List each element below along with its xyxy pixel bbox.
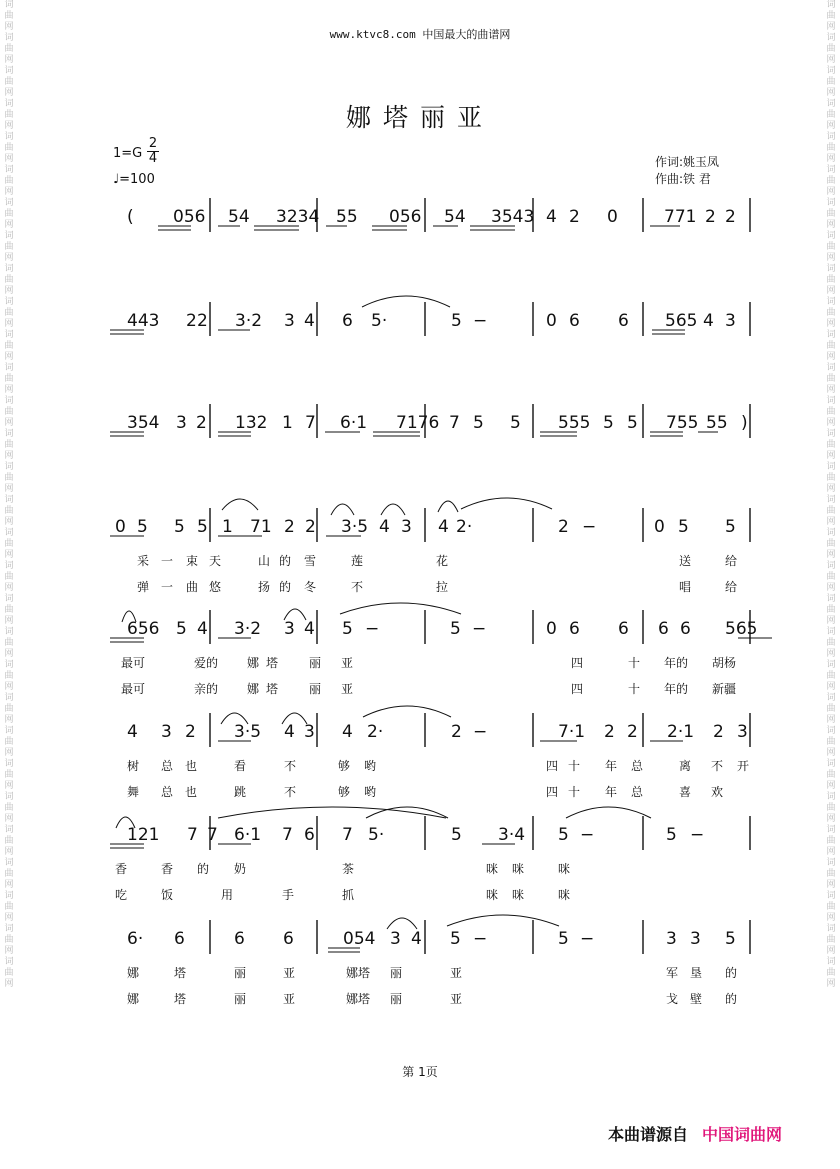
score-note: 2 [451,722,462,742]
score-note: 4 [342,722,353,742]
site-url: www.ktvc8.com 中国最大的曲谱网 [329,28,511,41]
lyric-syllable: 丽 [309,656,322,670]
lyric-syllable: 塔 [174,966,187,980]
score-note: 771 [664,207,697,227]
tempo-value: =100 [119,172,155,187]
lyric-syllable: 莲 [351,554,364,568]
lyric-syllable: 亚 [341,682,354,696]
source-label: 本曲谱源自 [608,1125,689,1144]
score-note: 5 [342,619,353,639]
score-note: 5 [451,825,462,845]
lyric-syllable: 束 [186,554,199,568]
score-note: 054 [343,929,376,949]
score-note: 1 [282,413,293,433]
score-note: 3 [284,619,295,639]
lyric-syllable: 香 [115,862,128,876]
score-note: 3·2 [235,311,263,331]
score-note: 4 [284,722,295,742]
score-note: 6 [569,619,580,639]
slur-arc [447,915,559,926]
score-note: 0 [654,517,665,537]
score-note: 4 [438,517,449,537]
score-note: 6 [618,311,629,331]
lyric-syllable: 亲的 [194,682,219,696]
score-note: 3 [284,311,295,331]
score-note: 056 [173,207,206,227]
lyric-syllable: 丽 [234,992,247,1006]
lyric-syllable: 的 [725,966,738,980]
lyric-syllable: 不 [351,580,364,594]
score-note: 6 [618,619,629,639]
score-note: 5· [368,825,385,845]
score-note: 4 [703,311,714,331]
score-note: 0 [115,517,126,537]
lyric-syllable: 咪 [558,888,571,902]
score-note: 5 [603,413,614,433]
lyric-syllable: 亚 [341,656,354,670]
lyric-syllable: 够 [338,759,351,773]
lyric-syllable: 的 [197,862,210,876]
lyric-syllable: 饭 [161,888,174,902]
lyric-syllable: 曲 [186,580,199,594]
score-note: 5 [176,619,187,639]
score-note: − [473,722,488,742]
lyric-syllable: 也 [185,759,198,773]
score-note: 4 [304,311,315,331]
score-note: 4 [304,619,315,639]
score-note: 2 [186,311,197,331]
lyric-syllable: 一 [161,554,174,568]
score-note: 132 [235,413,268,433]
score-note: 5 [473,413,484,433]
lyric-syllable: 喜 [679,785,692,799]
score-note: 2 [705,207,716,227]
lyric-syllable: 娜 [247,656,260,670]
score-note: 3234 [276,207,320,227]
score-note: 2· [367,722,384,742]
score-note: 5 [666,825,677,845]
brand-name: 中国词曲网 [702,1125,783,1144]
score-note: 056 [389,207,422,227]
lyric-syllable: 娜塔 [346,966,371,980]
slur-arc [461,498,552,509]
key-signature: 1=G [113,146,143,161]
lyric-syllable: 亚 [283,966,296,980]
lyric-syllable: 娜 [127,992,140,1006]
lyric-syllable: 总 [161,759,174,773]
lyric-syllable: 亚 [283,992,296,1006]
score-note: 6 [658,619,669,639]
score-note: 55 [706,413,728,433]
score-note: 3·5 [234,722,262,742]
score-note: 7 [207,825,218,845]
time-top: 2 [148,136,158,151]
score-note: 5· [371,311,388,331]
lyric-syllable: 四 [546,759,559,773]
lyric-syllable: 咪 [486,862,499,876]
score-note: 3 [690,929,701,949]
lyric-syllable: 给 [725,554,738,568]
score-note: 6 [283,929,294,949]
score-note: 5 [450,929,461,949]
lyric-syllable: 塔 [266,682,279,696]
slur-arc [331,504,354,515]
lyric-syllable: 离 [679,759,692,773]
score-note: 2 [305,517,316,537]
lyric-syllable: 一 [161,580,174,594]
lyric-syllable: 爱的 [194,656,219,670]
slur-arc [387,918,417,929]
score-note: 555 [558,413,591,433]
score-note: 2 [185,722,196,742]
composer: 作曲:铁 君 [655,172,711,186]
lyric-syllable: 抓 [342,888,355,902]
score-note: 6 [304,825,315,845]
score-note: 6 [234,929,245,949]
lyric-syllable: 新疆 [712,682,737,696]
score-note: 4 [379,517,390,537]
lyric-syllable: 胡杨 [712,656,737,670]
lyric-syllable: 咪 [486,888,499,902]
lyric-syllable: 娜 [127,966,140,980]
lyric-syllable: 最可 [121,682,146,696]
score-note: 5 [558,825,569,845]
side-watermark-left: 词曲网词曲网词曲网词曲网词曲网词曲网词曲网词曲网词曲网词曲网词曲网词曲网词曲网词曲网词曲网词曲网词曲网词曲网词曲网词曲网词曲网词曲网词曲网词曲网词曲网词曲网词曲网词曲网词曲网词曲网 [4,0,14,989]
score-note: 2 [197,311,208,331]
lyric-syllable: 丽 [390,966,403,980]
score-note: 5 [725,517,736,537]
lyric-syllable: 塔 [266,656,279,670]
lyric-syllable: 总 [631,759,644,773]
score-note: 755 [666,413,699,433]
score-note: − [690,825,705,845]
lyric-syllable: 不 [711,759,724,773]
score-note: − [472,619,487,639]
lyric-syllable: 开 [737,759,750,773]
score-note: 5 [137,517,148,537]
lyric-syllable: 手 [282,888,295,902]
score-note: 2 [569,207,580,227]
lyric-syllable: 四 [546,785,559,799]
score-note: 5 [627,413,638,433]
score-note: 5 [197,517,208,537]
lyric-syllable: 哟 [364,759,377,773]
time-bottom: 4 [148,151,158,166]
score-note: 3 [737,722,748,742]
score-note: − [365,619,380,639]
score-note: 3 [390,929,401,949]
lyric-syllable: 弹 [137,580,150,594]
score-note: − [580,825,595,845]
lyric-syllable: 茶 [342,862,355,876]
lyric-syllable: 唱 [679,580,692,594]
lyric-syllable: 跳 [234,785,247,799]
lyric-syllable: 年的 [664,656,689,670]
lyric-syllable: 十 [628,656,641,670]
lyric-syllable: 亚 [450,992,463,1006]
score-note: 7 [305,413,316,433]
side-watermark-right: 词曲网词曲网词曲网词曲网词曲网词曲网词曲网词曲网词曲网词曲网词曲网词曲网词曲网词曲网词曲网词曲网词曲网词曲网词曲网词曲网词曲网词曲网词曲网词曲网词曲网词曲网词曲网词曲网词曲网词曲网 [826,0,836,989]
score-note: 4 [197,619,208,639]
slur-arc [381,504,405,515]
score-note: 2· [456,517,473,537]
lyric-syllable: 咪 [558,862,571,876]
lyric-syllable: 十 [568,785,581,799]
score-note: 2 [604,722,615,742]
score-note: 5 [558,929,569,949]
lyric-syllable: 冬 [304,580,317,594]
lyric-syllable: 塔 [174,992,187,1006]
score-note: 5 [725,929,736,949]
lyric-syllable: 看 [234,759,247,773]
lyric-syllable: 壁 [690,992,703,1006]
score-note: 7 [187,825,198,845]
lyric-syllable: 年 [605,759,618,773]
lyric-syllable: 四 [571,656,584,670]
lyric-syllable: 垦 [690,966,703,980]
footer-source [608,1122,782,1145]
score-note: 565 [665,311,698,331]
score-note: 7 [282,825,293,845]
score-note: 656 [127,619,160,639]
score-note: 3·4 [498,825,526,845]
lyric-syllable: 丽 [234,966,247,980]
score-note: 7·1 [558,722,586,742]
score-note: 4 [546,207,557,227]
score-note: 565 [725,619,758,639]
score-note: 2 [558,517,569,537]
score-note: 2 [627,722,638,742]
lyric-syllable: 拉 [436,580,449,594]
lyric-syllable: 年的 [664,682,689,696]
lyric-syllable: 的 [279,554,292,568]
score-note: 443 [127,311,160,331]
lyric-syllable: 十 [568,759,581,773]
lyric-syllable: 奶 [234,862,247,876]
score-note: 5 [510,413,521,433]
score-note: 6 [680,619,691,639]
score-note: 0 [546,619,557,639]
lyric-syllable: 戈 [666,992,679,1006]
lyric-syllable: 最可 [121,656,146,670]
score-note: 71 [250,517,272,537]
lyric-syllable: 扬 [258,580,271,594]
lyric-syllable: 娜塔 [346,992,371,1006]
score-note: − [473,929,488,949]
score-note: 354 [127,413,160,433]
lyric-syllable: 亚 [450,966,463,980]
score-note: − [582,517,597,537]
score-note: 3·5 [341,517,369,537]
lyric-syllable: 雪 [304,554,317,568]
score-note: − [473,311,488,331]
score-note: 3·2 [234,619,262,639]
slur-arc [362,296,450,307]
lyric-syllable: 香 [161,862,174,876]
lyric-syllable: 吃 [115,888,128,902]
score-note: 6 [342,311,353,331]
lyric-syllable: 丽 [309,682,322,696]
score-note: 6·1 [340,413,368,433]
lyric-syllable: 山 [258,554,271,568]
lyric-syllable: 采 [137,554,150,568]
score-note: 2 [713,722,724,742]
lyric-syllable: 舞 [127,785,140,799]
score-note: 3 [401,517,412,537]
lyric-syllable: 军 [666,966,679,980]
score-note: 2 [284,517,295,537]
score-note: 6 [569,311,580,331]
lyric-syllable: 的 [725,992,738,1006]
lyric-syllable: 总 [631,785,644,799]
score-note: 3 [161,722,172,742]
score-note: 54 [228,207,250,227]
score-note: 121 [127,825,160,845]
score-note: 5 [450,619,461,639]
score-note: 2 [196,413,207,433]
score-note: 3 [304,722,315,742]
lyric-syllable: 花 [436,554,449,568]
score-note: 3 [666,929,677,949]
lyric-syllable: 的 [279,580,292,594]
lyric-syllable: 树 [127,759,140,773]
score-note: 7 [449,413,460,433]
slur-arc [566,807,651,818]
lyric-syllable: 咪 [512,862,525,876]
lyric-syllable: 咪 [512,888,525,902]
score-note: 0 [546,311,557,331]
slur-arc [218,807,446,818]
score-note: 2·1 [667,722,695,742]
score-note: 1 [222,517,233,537]
score-note: 5 [174,517,185,537]
score-note: 2 [725,207,736,227]
score-note: 3 [176,413,187,433]
score-note: 0 [607,207,618,227]
lyric-syllable: 悠 [209,580,222,594]
lyric-syllable: 给 [725,580,738,594]
lyric-syllable: 丽 [390,992,403,1006]
lyric-syllable: 不 [284,759,297,773]
score-note: 6· [127,929,144,949]
lyric-syllable: 娜 [247,682,260,696]
score-note: 55 [336,207,358,227]
lyric-syllable: 送 [679,554,692,568]
lyric-syllable: 哟 [364,785,377,799]
score-note: ( [127,207,134,227]
score-note: 54 [444,207,466,227]
score-note: 7 [342,825,353,845]
lyric-syllable: 用 [221,888,234,902]
page-number: 第 1页 [402,1065,438,1079]
score-note: 3 [725,311,736,331]
slur-arc [340,603,461,614]
score-note: 4 [411,929,422,949]
slur-arc [363,706,451,717]
score-note: − [580,929,595,949]
score-note: 7176 [396,413,440,433]
slur-arc [222,499,258,510]
score-note: 6 [174,929,185,949]
lyric-syllable: 不 [284,785,297,799]
score-note: 4 [127,722,138,742]
lyric-syllable: 也 [185,785,198,799]
score-note: ) [741,413,748,433]
score-note: 6·1 [234,825,262,845]
lyric-syllable: 总 [161,785,174,799]
lyricist: 作词:姚玉凤 [655,155,720,169]
quarter-note-icon: ♩ [113,172,120,187]
lyric-syllable: 欢 [711,785,724,799]
slur-arc [438,501,458,512]
song-title: 娜塔丽亚 [345,103,494,132]
score-note: 3543 [491,207,535,227]
score-note: 5 [451,311,462,331]
score-note: 5 [678,517,689,537]
lyric-syllable: 十 [628,682,641,696]
lyric-syllable: 够 [338,785,351,799]
lyric-syllable: 四 [571,682,584,696]
lyric-syllable: 天 [209,554,222,568]
lyric-syllable: 年 [605,785,618,799]
